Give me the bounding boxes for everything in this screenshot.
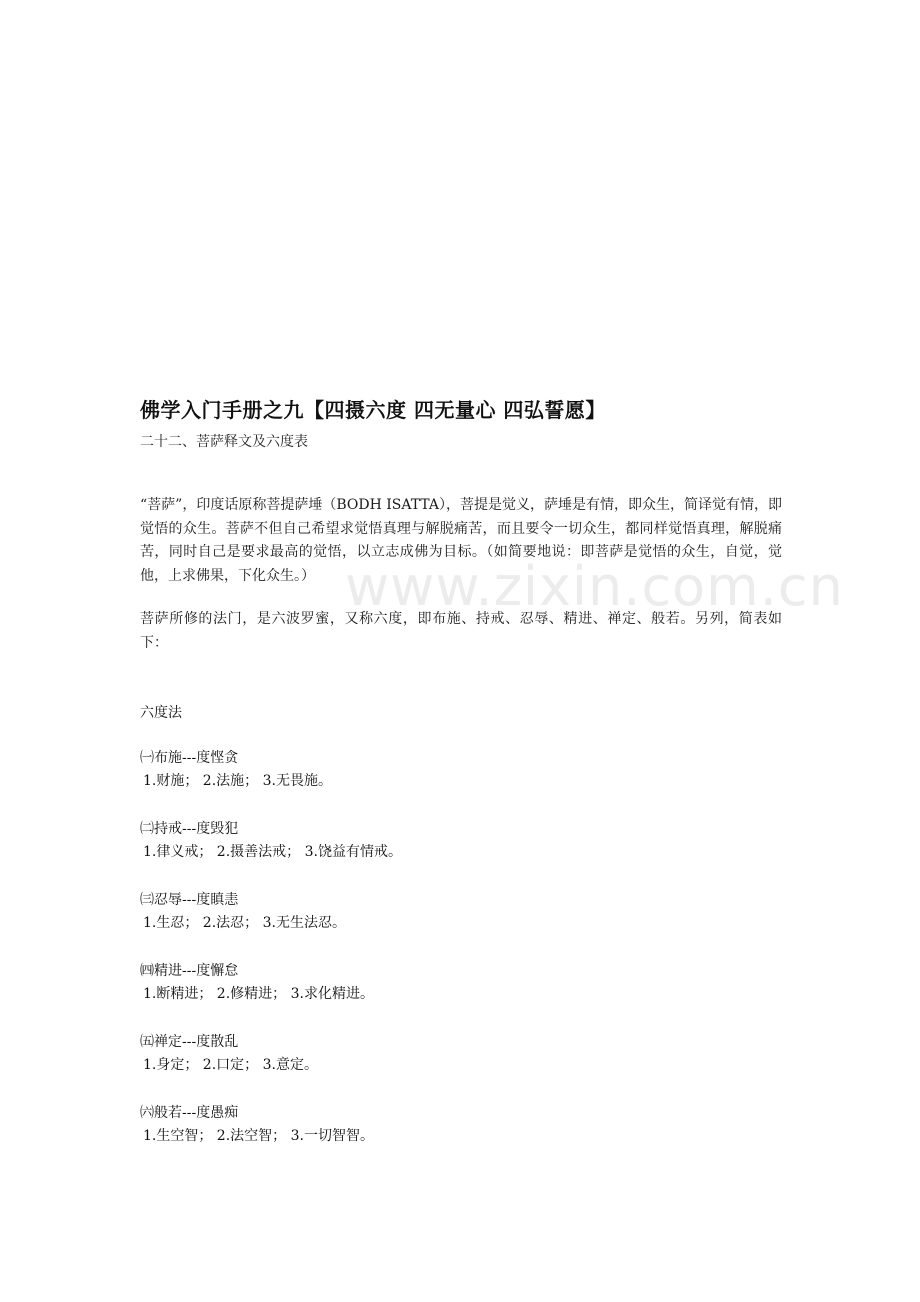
list-item [140, 818, 782, 864]
item-heading: ㈢忍辱---度瞋恚 [140, 892, 239, 908]
item-detail: 1.财施； 2.法施； 3.无畏施。 [143, 773, 332, 789]
item-heading: ㈠布施---度悭贪 [140, 750, 239, 766]
item-detail: 1.生空智； 2.法空智； 3.一切智智。 [143, 1128, 374, 1144]
watermark: www.zixin.com.cn [345, 555, 844, 618]
item-detail: 1.生忍； 2.法忍； 3.无生法忍。 [143, 915, 346, 931]
item-detail: 1.律义戒； 2.摄善法戒； 3.饶益有情戒。 [143, 844, 402, 860]
list-item [140, 960, 782, 1006]
item-heading: ㈤禅定---度散乱 [140, 1034, 239, 1050]
document-body [140, 392, 782, 1173]
list-item [140, 747, 782, 793]
section-subtitle: 二十二、菩萨释文及六度表 [140, 434, 308, 450]
paramita-list [140, 747, 782, 1148]
list-item [140, 1031, 782, 1077]
item-detail: 1.断精进； 2.修精进； 3.求化精进。 [143, 986, 374, 1002]
section-label: 六度法 [140, 705, 182, 721]
item-heading: ㈣精进---度懈怠 [140, 963, 239, 979]
item-heading: ㈥般若---度愚痴 [140, 1105, 239, 1121]
list-item [140, 889, 782, 935]
item-detail: 1.身定； 2.口定； 3.意定。 [143, 1057, 318, 1073]
document-title: 佛学入门手册之九【四摄六度 四无量心 四弘誓愿】 [140, 398, 606, 422]
paragraph-intro: “菩萨”，印度话原称菩提萨埵（BODH ISATTA），菩提是觉义，萨埵是有情，即众生，简译觉有情，即觉悟的众生。菩萨不但自己希望求觉悟真理与解脱痛苦，而且要令一切众生，都同样觉悟真理，解脱痛苦，同时自己是要求最高的觉悟，以立志成佛为目标。（如简要地说：即菩萨是觉悟的众生，自觉，觉他，上求佛果，下化众生。） [140, 497, 782, 584]
list-item [140, 1102, 782, 1148]
item-heading: ㈡持戒---度毁犯 [140, 821, 239, 837]
paragraph-six-paramitas: 菩萨所修的法门，是六波罗蜜，又称六度，即布施、持戒、忍辱、精进、禅定、般若。另列，简表如下： [140, 611, 782, 651]
